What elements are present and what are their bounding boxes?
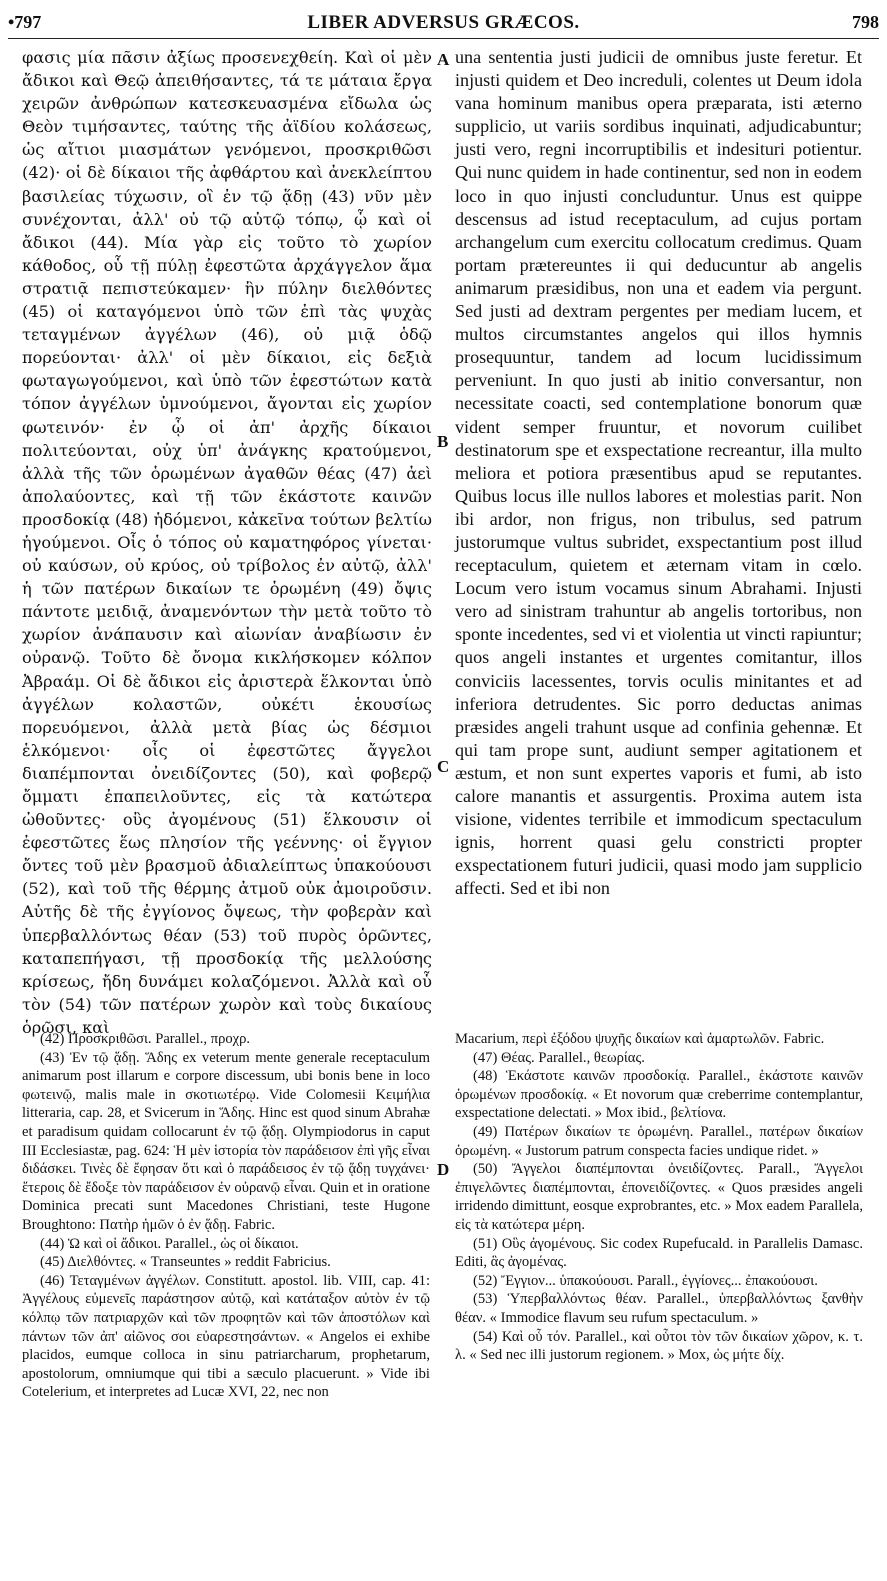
footnote: (45) Διελθόντες. « Transeuntes » reddit Fabricius. xyxy=(40,1254,331,1271)
footnote: (46) Τεταγμένων ἀγγέλων. Constitutt. apostol. lib. VIII, cap. 41: Ἀγγέλους εὐμενεῖς παράστησον αὐτῷ, καὶ κατάταξον αὐτὸν ἐν τῷ κόλπῳ τῶν πατριαρχῶν καὶ τῶν προφητῶν καὶ τῶν ἀποστόλων καὶ πάντων τῶν ἀπ' αἰῶνος σοι εὐαρεστησάντων. « Angelos ei exhibe placidos, eumque colloca in sinu patriarcharum, prophetarum, apostolorum, omniumque qui tibi a sæculo placuerunt. » Vide ibi Cotelerium, et interpretes ad Lucæ XVI, 22, nec non xyxy=(22,1272,430,1401)
footnote: Macarium, περὶ ἐξόδου ψυχῆς δικαίων καὶ ἁμαρτωλῶν. Fabric. xyxy=(455,1031,825,1047)
footnote: (44) Ὡ καὶ οἱ ἄδικοι. Parallel., ὡς οἱ δίκαιοι. xyxy=(40,1235,299,1252)
greek-text-column xyxy=(22,46,432,1039)
footnote: (52) Ἔγγιον... ὑπακούουσι. Parall., ἐγγίονες... ἐπακούουσι. xyxy=(473,1272,818,1289)
footnote: (51) Οὓς ἀγομένους. Sic codex Rupefucald. in Parallelis Damasc. Editi, ἃς ἀγομένας. xyxy=(455,1235,863,1271)
running-header xyxy=(8,8,879,38)
running-title: LIBER ADVERSUS GRÆCOS. xyxy=(307,12,580,33)
latin-text-column xyxy=(455,46,862,900)
greek-paragraph: φασις μία πᾶσιν ἀξίως προσενεχθείη. Καὶ οἱ μὲν ἄδικοι καὶ Θεῷ ἀπειθήσαντες, τά τε μάταια ἔργα χειρῶν ἀνθρώπων κατεσκευασμένα εἴδωλα ὡς Θεὸν τιμήσαντες, ταύτης τῆς ἀϊδίου κολάσεως, ὡς αἴτιοι μιασμάτων γενόμενοι, προσκριθῶσι (42)· οἱ δὲ δίκαιοι τῆς ἀφθάρτου καὶ ἀνεκλείπτου βασιλείας τύχωσιν, οἳ ἐν τῷ ᾅδῃ (43) νῦν μὲν συνέχονται, ἀλλ' οὐ τῷ αὐτῷ τόπῳ, ᾧ καὶ οἱ ἄδικοι (44). Μία γὰρ εἰς τοῦτο τὸ χωρίον κάθοδος, οὗ τῇ πύλῃ ἐφεστῶτα ἀρχάγγελον ἅμα στρατιᾷ πεπιστεύκαμεν· ἣν πύλην διελθόντες (45) οἱ καταγόμενοι ὑπὸ τῶν ἐπὶ τὰς ψυχὰς τεταγμένων ἀγγέλων (46), οὐ μιᾷ ὁδῷ πορεύονται· ἀλλ' οἱ μὲν δίκαιοι, εἰς δεξιὰ φωταγωγούμενοι, καὶ ὑπὸ τῶν ἐφεστώτων κατὰ τόπον ἀγγέλων ὑμνούμενοι, ἄγονται εἰς χωρίον φωτεινόν· ἐν ᾧ οἱ ἀπ' ἀρχῆς δίκαιοι πολιτεύονται, οὐχ ὑπ' ἀνάγκης κρατούμενοι, ἀλλὰ τῆς τῶν ὁρωμένων ἀγαθῶν θέας (47) ἀεὶ ἀπολαύοντες, καὶ τῇ τῶν ἑκάστοτε καινῶν προσδοκίᾳ (48) ἡδόμενοι, κἀκεῖνα τούτων βελτίω ἡγούμενοι. Οἷς ὁ τόπος οὐ καματηφόρος γίνεται· οὐ καύσων, οὐ κρύος, οὐ τρίβολος ἐν αὐτῷ, ἀλλ' ἡ τῶν πατέρων δικαίων τε ὁρωμένη (49) ὄψις πάντοτε μειδιᾷ, ἀναμενόντων τὴν μετὰ τοῦτο τὸ χωρίον ἀνάπαυσιν καὶ αἰωνίαν ἀναβίωσιν ἐν οὐρανῷ. Τοῦτο δὲ ὄνομα κικλήσκομεν κόλπον Ἀβραάμ. Οἱ δὲ ἄδικοι εἰς ἀριστερὰ ἕλκονται ὑπὸ ἀγγέλων κολαστῶν, οὐκέτι ἑκουσίως πορευόμενοι, ἀλλὰ μετὰ βίας ὡς δέσμιοι ἑλκόμενοι· οἷς οἱ ἐφεστῶτες ἄγγελοι διαπέμπονται ὀνειδίζοντες (50), καὶ φοβερῷ ὄμματι ἐπαπειλοῦντες, εἰς τὰ κατώτερα ὠθοῦντες· οὓς ἀγομένους (51) ἕλκουσιν οἱ ἐφεστῶτες ἕως πλησίον τῆς γεέννης· οἱ ἔγγιον ὄντες τοῦ μὲν βρασμοῦ ἀδιαλείπτως ὑπακούουσι (52), καὶ τοῦ τῆς θέρμης ἀτμοῦ οὐκ ἀμοιροῦσιν. Αὐτῆς δὲ τῆς ἐγγίονος ὄψεως, τὴν φοβερὰν καὶ ὑπερβαλλόντως θέαν (53) τοῦ πυρὸς ὁρῶντες, καταπεπήγασι, τῇ προσδοκίᾳ τῆς μελλούσης κρίσεως, ἤδη δυνάμει κολαζόμενοι. Ἀλλὰ καὶ οὗ τὸν (54) τῶν πατέρων χωρὸν καὶ τοὺς δικαίους ὁρῶσι, καὶ xyxy=(22,48,432,1037)
footnotes-right xyxy=(455,1030,863,1365)
footnote: (53) Ὑπερβαλλόντως θέαν. Parallel., ὑπερβαλλόντως ξανθὴν θέαν. « Immodice flavum seu rufum spectaculum. » xyxy=(455,1291,863,1326)
footnotes-left xyxy=(22,1030,430,1402)
page-number-right: 798 xyxy=(852,12,879,32)
margin-letter-a: A xyxy=(437,50,450,69)
footnote: (50) Ἄγγελοι διαπέμπονται ὀνειδίζοντες. Parall., Ἄγγελοι ἐπιγελῶντες διαπέμπονται, ἐπονειδίζοντες. « Quos præsides angeli irridendo dimittunt, eosque exprobrantes, etc. » Mox eadem Parallela, εἰς τὰ κατώτερα μέρη. xyxy=(455,1161,863,1233)
footnote: (48) Ἑκάστοτε καινῶν προσδοκίᾳ. Parallel., ἑκάστοτε καινῶν ὁρωμένων προσδοκίᾳ. « Et novorum quæ creberrime contemplantur, exspectatione delectati. » Mox ibid., βελτίονα. xyxy=(455,1068,863,1122)
footnote: (49) Πατέρων δικαίων τε ὁρωμένη. Parallel., πατέρων δικαίων ὁρωμένη. « Justorum patrum conspecta facies undique ridet. » xyxy=(455,1123,863,1159)
margin-letter-d: D xyxy=(437,1160,450,1179)
margin-letter-c: C xyxy=(437,757,450,776)
page-number-left: •797 xyxy=(8,12,42,32)
margin-letter-b: B xyxy=(437,432,449,451)
header-rule xyxy=(8,38,879,39)
latin-paragraph: una sententia justi judicii de omnibus juste feretur. Et injusti quidem et Deo increduli, colentes ut Deum idola vana hominum manibus opera præparata, isti æterno supplicio, ut variis sordibus inquinati, adjudicabuntur; justi vero, regni incorruptibilis et indesituri potientur. Qui nunc quidem in hade continentur, sed non in eodem loco in quo injusti concluduntur. Unus est quippe descensus ad istud receptaculum, ad cujus portam archangelum cum exercitu collocatum credimus. Quam portam prætereuntes ii qui deducuntur ab angelis animarum præsidibus, non una et eadem via pergunt. Sed justi ad dextram pergentes per mediam lucem, et multos circumstantes angelos qui illos hymnis prosequuntur, tandem ad locum lucidissimum perveniunt. In quo justi ab initio conversantur, non necessitate coacti, sed contemplatione bonorum quæ vident semper fruuntur, et novorum cuilibet destinatorum spe et exspectatione recreantur, illa multo meliora et potiora præsentibus apud se reputantes. Quibus locus ille nullos labores et molestias parit. Non ibi ardor, non frigus, non tribulus, sed patrum justorumque vultus subridet, exspectantium post illud receptaculum, quietem et æternam vitam in cœlo. Locum vero istum vocamus sinum Abrahami. Injusti vero ad sinistram trahuntur ab angelis tortoribus, non sponte incedentes, sed vi et violentia ut vincti rapiuntur; quos angeli instantes et urgentes comitantur, illos conviciis lacessentes, torvis oculis minitantes et ad inferiora detrudentes. Sic porro deductas animas præsides angeli trahunt usque ad confinia gehennæ. Et qui tam prope sunt, audiunt semper agitationem et æstum, et non sunt expertes vaporis et fumi, ab isto calore manantis et assurgentis. Proxima autem ista visione, videntes terribile et immodicum spectaculum ignis, horrent quasi gelu constricti propter exspectationem futuri judicii, quasi modo jam supplicio affecti. Sed et ibi non xyxy=(455,47,862,899)
footnote: (47) Θέας. Parallel., θεωρίας. xyxy=(473,1049,645,1066)
footnote: (54) Καὶ οὗ τόν. Parallel., καὶ οὗτοι τὸν τῶν δικαίων χῶρον, κ. τ. λ. « Sed nec illi justorum regionem. » Mox, ὡς μήτε δίχ. xyxy=(455,1328,863,1364)
footnote: (43) Ἐν τῷ ᾅδῃ. Ἅδης ex veterum mente generale receptaculum animarum post illarum e corpore discessum, ubi bonis bene in loco φωτεινῷ, malis male in σκοτιωτέρῳ. Vide Colomesii Κειμήλια litteraria, cap. 28, et Svicerum in Ἅδης. Hinc est quod sinum Abrahæ et paradisum quidam collocarunt ἐν τῷ ᾅδῃ. Olympiodorus in caput III Ecclesiastæ, pag. 624: Ἡ μὲν ἱστορία τὸν παράδεισον ἐπὶ γῆς εἶναι διδάσκει. Τινὲς δὲ ἔφησαν ὅτι καὶ ὁ παράδεισος ἐν τῷ ᾅδῃ τυγχάνει· ἕτεροις δὲ ἔδοξε τὸν παράδεισον ἐν οὐρανῷ εἶναι. Quin et in oratione Dominica precati sunt Macedones Christiani, teste Hugone Broughtono: Πατὴρ ἡμῶν ὁ ἐν ᾅδῃ. Fabric. xyxy=(22,1049,430,1233)
footnote: (42) Προσκριθῶσι. Parallel., προχρ. xyxy=(40,1031,251,1047)
